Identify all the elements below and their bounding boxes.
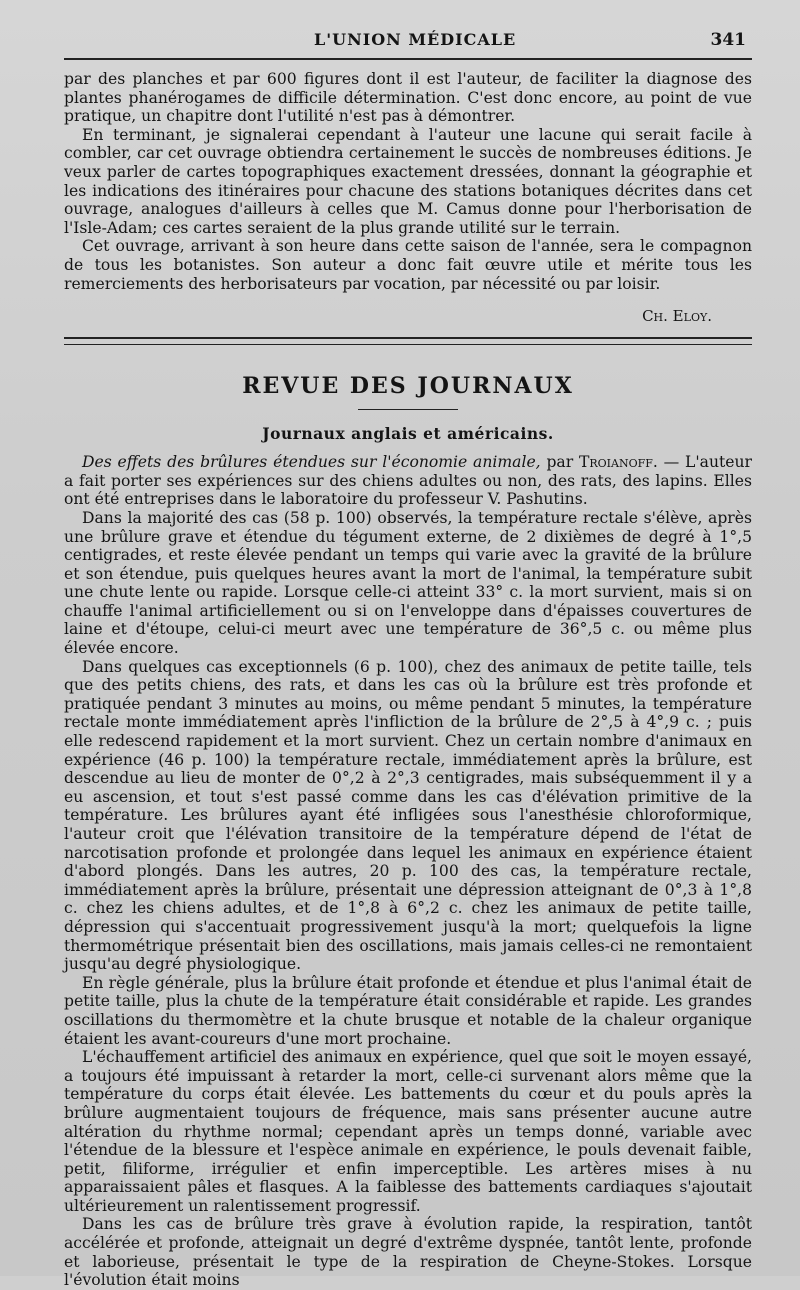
book-review-conclusion (64, 70, 752, 293)
section-title: REVUE DES JOURNAUX (242, 373, 574, 400)
body-paragraph-5: Dans les cas de brûlure très grave à évolution rapide, la respiration, tantôt accélérée et profonde, atteignait un degré d'extrême dyspnée, tantôt lente, profonde et laborieuse, présentait le type de la respiration de Cheyne-Stokes. Lorsque l'évolution était moins (64, 1215, 752, 1290)
author-signature: Ch. Eloy. (642, 307, 712, 326)
article-title-par: par (540, 453, 579, 472)
article-lead-paragraph (64, 453, 752, 509)
article-author: Troianoff. (578, 453, 658, 472)
title-underline (358, 409, 458, 410)
body-paragraph-3: En règle générale, plus la brûlure était profonde et étendue et plus l'animal était de petite taille, plus la chute de la température était considérable et rapide. Les grandes oscillations du thermomètre et la chute brusque et notable de la chaleur organique étaient les avant-coureurs d'une mort prochaine. (64, 973, 752, 1048)
article-title: Des effets des brûlures étendues sur l'économie animale, (82, 453, 541, 472)
intro-paragraph-3: Cet ouvrage, arrivant à son heure dans cette saison de l'année, sera le compagnon de tous les botanistes. Son auteur a donc fait œuvre utile et mérite tous les remerciements des herborisateurs par vocation, par nécessité ou par loisir. (64, 237, 752, 293)
body-paragraph-4: L'échauffement artificiel des animaux en expérience, quel que soit le moyen essayé, a toujours été impuissant à retarder la mort, celle-ci survenant alors même que la température du corps était élevée. Les battements du cœur et du pouls après la brûlure augmentaient toujours de fréquence, mais sans présenter aucune autre altération du rhythme normal; cependant après un temps donné, variable avec l'étendue de la blessure et l'espèce animale en expérience, le pouls devenait faible, petit, filiforme, irrégulier et enfin imperceptible. Les artères mises à nu apparaissaient pâles et flasques. A la faiblesse des battements cardiaques s'ajoutait ultérieurement un ralentissement progressif. (64, 1048, 752, 1215)
subsection-title: Journaux anglais et américains. (262, 424, 554, 444)
intro-paragraph-1: par des planches et par 600 figures dont il est l'auteur, de faciliter la diagnose des plantes phanérogames de difficile détermination. C'est donc encore, au point de vue pratique, un chapitre dont l'utilité n'est pas à démontrer. (64, 70, 752, 126)
article-body (64, 453, 752, 1290)
body-paragraph-2: Dans quelques cas exceptionnels (6 p. 100), chez des animaux de petite taille, tels que des petits chiens, des rats, et dans les cas où la brûlure est très profonde et pratiquée pendant 3 minutes au moins, ou même pendant 5 minutes, la température rectale monte immédiatement après l'infliction de la brûlure de 2°,5 à 4°,9 c. ; puis elle redescend rapidement et la mort survient. Chez un certain nombre d'animaux en expérience (46 p. 100) la température rectale, immédiatement après la brûlure, est descendue au lieu de monter de 0°,2 à 2°,3 centigrades, mais subséquemment il y a eu ascension, et tout s'est passé comme dans les cas d'élévation primitive de la température. Les brûlures ayant été infligées sous l'anesthésie chloroformique, l'auteur croit que l'élévation transitoire de la température dépend de l'état de narcotisation profonde et prolongée dans lequel les animaux en expérience étaient d'abord plongés. Dans les autres, 20 p. 100 des cas, la température rectale, immédiatement après la brûlure, présentait une dépression atteignant de 0°,3 à 1°,8 c. chez les chiens adultes, et de 1°,8 à 6°,2 c. chez les animaux de petite taille, dépression qui s'accentuait progressivement jusqu'à la mort; quelquefois la ligne thermométrique présentait bien des oscillations, mais jamais celles-ci ne remontaient jusqu'au degré physiologique. (64, 657, 752, 974)
running-title: L'UNION MÉDICALE (314, 30, 517, 49)
article-lead-text: — L'auteur a fait porter ses expériences sur des chiens adultes ou non, des rats, des lapins. Elles ont été entreprises dans le laboratoire du professeur V. Pashutins. (64, 453, 753, 509)
intro-paragraph-2: En terminant, je signalerai cependant à l'auteur une lacune qui serait facile à combler, car cet ouvrage obtiendra certainement le succès de nombreuses éditions. Je veux parler de cartes topographiques exactement dressées, donnant la géographie et les indications des itinéraires pour chacune des stations botaniques décrites dans cet ouvrage, analogues d'ailleurs à celles que M. Camus donne pour l'herborisation de l'Isle-Adam; ces cartes seraient de la plus grande utilité sur le terrain. (64, 125, 752, 237)
page-number: 341 (710, 30, 746, 50)
running-header (64, 30, 752, 60)
section-divider (64, 337, 752, 345)
body-paragraph-1: Dans la majorité des cas (58 p. 100) observés, la température rectale s'élève, après une brûlure grave et étendue du tégument externe, de 2 dixièmes de degré à 1°,5 centigrades, et reste élevée pendant un temps qui varie avec la gravité de la brûlure et son étendue, puis quelques heures avant la mort de l'animal, la température subit une chute lente ou rapide. Lorsque celle-ci atteint 33° c. la mort survient, mais si on chauffe l'animal artificiellement ou si on l'enveloppe dans d'épaisses couvertures de laine et d'étoupe, celui-ci meurt avec une température de 36°,5 c. ou même plus élevée encore. (64, 508, 752, 658)
